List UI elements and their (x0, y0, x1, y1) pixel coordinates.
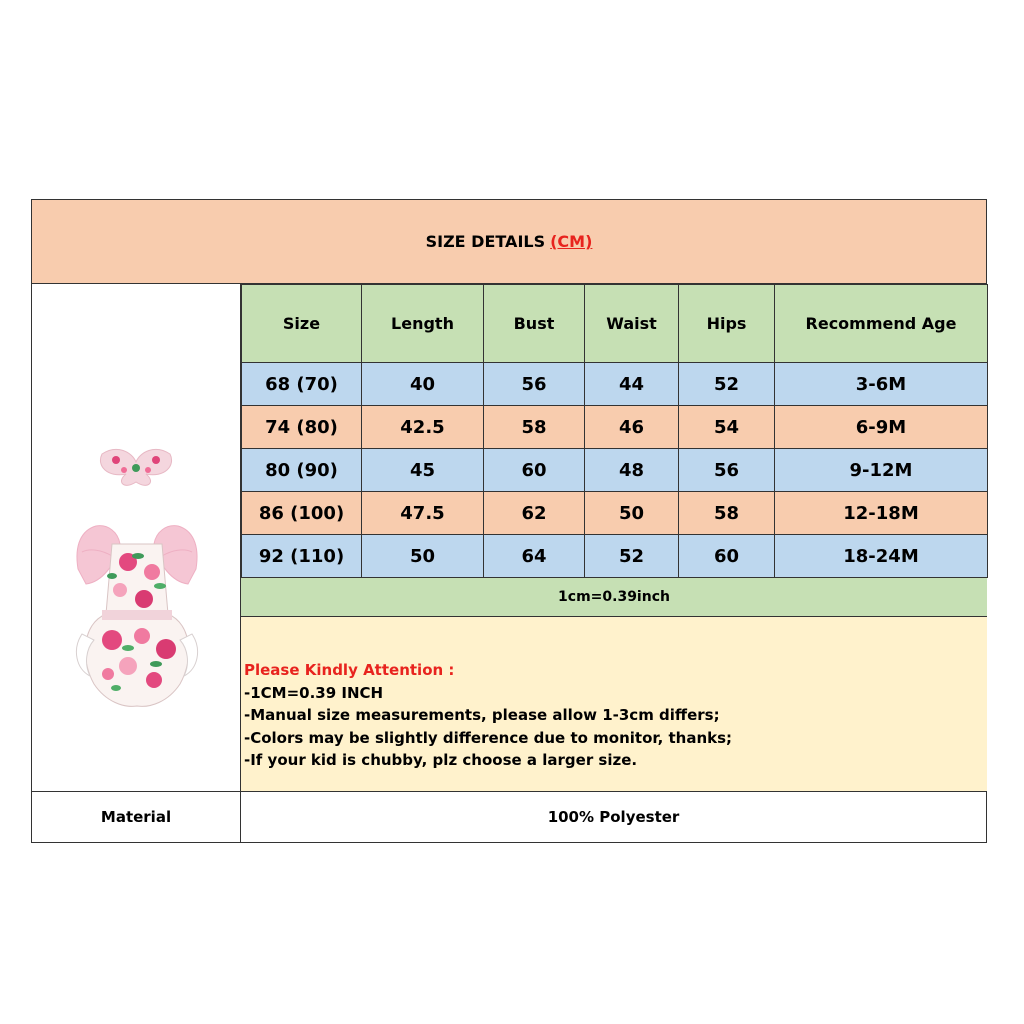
cell-bust: 60 (484, 449, 585, 492)
cell-length: 50 (362, 535, 484, 578)
table-row (242, 406, 988, 449)
table-row (242, 535, 988, 578)
cell-hips: 56 (679, 449, 775, 492)
notes-line: -If your kid is chubby, plz choose a larger size. (244, 751, 638, 769)
cell-bust: 62 (484, 492, 585, 535)
material-label: Material (32, 792, 241, 842)
material-row (32, 791, 986, 842)
cell-age: 3-6M (775, 363, 988, 406)
header-bust: Bust (484, 285, 585, 363)
cell-size: 68 (70) (242, 363, 362, 406)
notes-title: Please Kindly Attention : (244, 661, 455, 679)
cell-size: 92 (110) (242, 535, 362, 578)
cell-waist: 48 (585, 449, 679, 492)
cell-age: 18-24M (775, 535, 988, 578)
cell-length: 40 (362, 363, 484, 406)
cell-hips: 58 (679, 492, 775, 535)
notes-line: -Colors may be slightly difference due to monitor, thanks; (244, 728, 733, 747)
floral-romper-with-headband-icon (72, 444, 202, 744)
table-row (242, 363, 988, 406)
size-chart (31, 199, 987, 843)
attention-notes (241, 617, 987, 791)
header-size: Size (242, 285, 362, 363)
cell-age: 6-9M (775, 406, 988, 449)
size-details-title (32, 200, 986, 284)
cell-length: 45 (362, 449, 484, 492)
cell-length: 42.5 (362, 406, 484, 449)
cell-age: 12-18M (775, 492, 988, 535)
notes-line: -1CM=0.39 INCH (244, 683, 384, 702)
cell-age: 9-12M (775, 449, 988, 492)
cell-size: 74 (80) (242, 406, 362, 449)
cell-hips: 52 (679, 363, 775, 406)
cell-bust: 56 (484, 363, 585, 406)
table-row (242, 492, 988, 535)
cell-waist: 50 (585, 492, 679, 535)
cell-waist: 52 (585, 535, 679, 578)
material-value: 100% Polyester (547, 808, 680, 826)
table-row (242, 449, 988, 492)
cell-hips: 54 (679, 406, 775, 449)
cell-size: 86 (100) (242, 492, 362, 535)
cell-length: 47.5 (362, 492, 484, 535)
header-recommend-age: Recommend Age (775, 285, 988, 363)
conversion-note: 1cm=0.39inch (241, 578, 987, 617)
header-hips: Hips (679, 285, 775, 363)
notes-line: -Manual size measurements, please allow 1-3cm differs; (244, 706, 720, 724)
size-table-area (241, 284, 987, 791)
size-table (241, 284, 988, 578)
cell-hips: 60 (679, 535, 775, 578)
cell-size: 80 (90) (242, 449, 362, 492)
title-unit: (CM) (550, 232, 593, 251)
title-text: SIZE DETAILS (425, 232, 546, 251)
cell-waist: 46 (585, 406, 679, 449)
cell-waist: 44 (585, 363, 679, 406)
table-header-row (242, 285, 988, 363)
headband-bow (100, 449, 171, 485)
product-image-cell (32, 284, 241, 791)
cell-bust: 58 (484, 406, 585, 449)
header-length: Length (362, 285, 484, 363)
header-waist: Waist (585, 285, 679, 363)
cell-bust: 64 (484, 535, 585, 578)
